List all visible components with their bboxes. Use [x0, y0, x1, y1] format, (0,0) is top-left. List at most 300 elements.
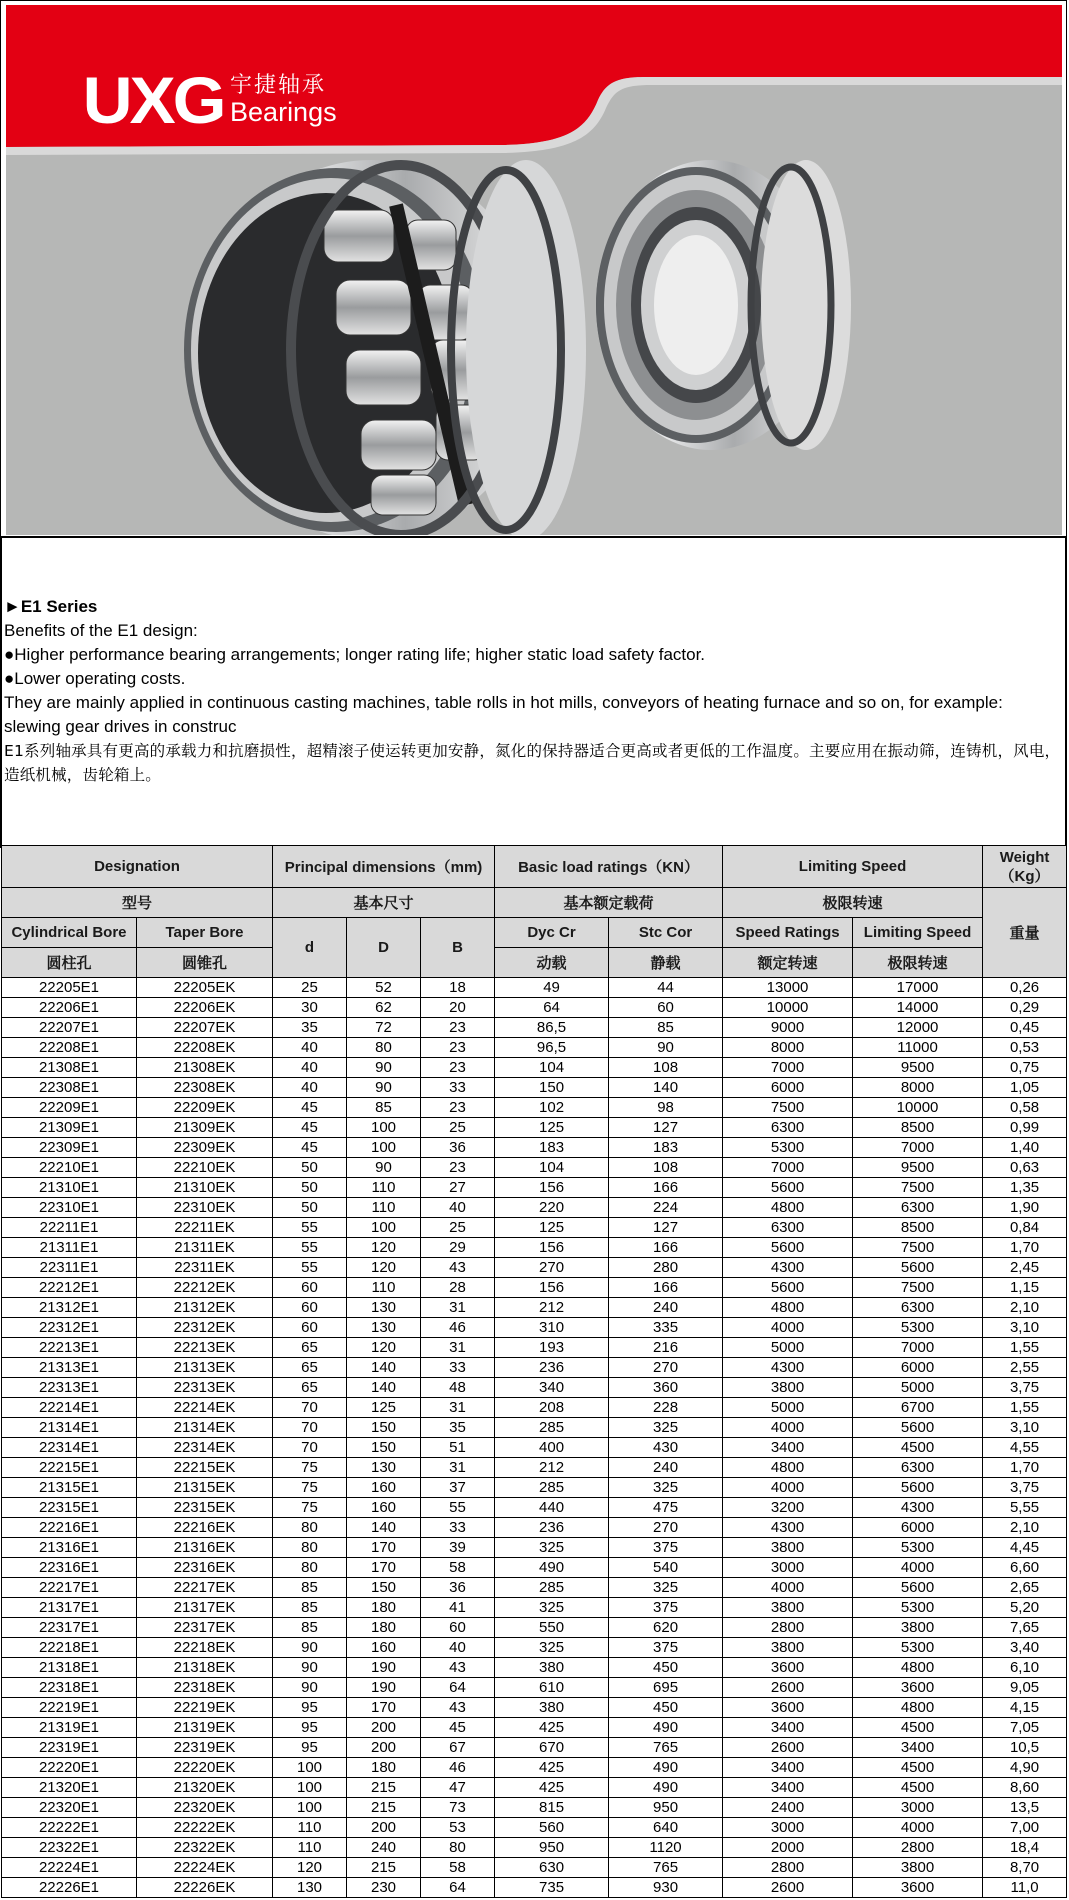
cell-dynamic-load: 208	[495, 1398, 609, 1418]
table-row	[2, 1178, 1067, 1198]
table-row	[2, 1238, 1067, 1258]
table-body	[2, 978, 1067, 1898]
logo-mark: UXG	[82, 63, 224, 137]
cell-static-load: 695	[609, 1678, 723, 1698]
cell-D: 110	[347, 1198, 421, 1218]
cell-static-load: 490	[609, 1778, 723, 1798]
cell-B: 31	[421, 1298, 495, 1318]
table-row	[2, 1198, 1067, 1218]
cell-taper-bore: 22316EK	[137, 1558, 273, 1578]
cell-speed-rating: 3400	[723, 1438, 853, 1458]
cell-speed-rating: 2800	[723, 1858, 853, 1878]
cell-d: 90	[273, 1678, 347, 1698]
cell-d: 100	[273, 1778, 347, 1798]
cell-limiting-speed: 5600	[853, 1578, 983, 1598]
cell-speed-rating: 6300	[723, 1218, 853, 1238]
cell-speed-rating: 2600	[723, 1878, 853, 1898]
table-row	[2, 1318, 1067, 1338]
cell-speed-rating: 4300	[723, 1358, 853, 1378]
header-taper-bore-cn: 圆锥孔	[137, 948, 273, 978]
cell-dynamic-load: 285	[495, 1478, 609, 1498]
cell-dynamic-load: 125	[495, 1218, 609, 1238]
cell-d: 120	[273, 1858, 347, 1878]
cell-speed-rating: 4000	[723, 1418, 853, 1438]
table-row	[2, 1538, 1067, 1558]
cell-limiting-speed: 8500	[853, 1218, 983, 1238]
cell-limiting-speed: 5600	[853, 1258, 983, 1278]
cell-static-load: 166	[609, 1178, 723, 1198]
cell-limiting-speed: 7500	[853, 1278, 983, 1298]
cell-B: 48	[421, 1378, 495, 1398]
cell-d: 95	[273, 1698, 347, 1718]
cell-taper-bore: 21313EK	[137, 1358, 273, 1378]
cell-limiting-speed: 5300	[853, 1638, 983, 1658]
cell-limiting-speed: 5600	[853, 1478, 983, 1498]
header-load-ratings-cn: 基本额定载荷	[495, 888, 723, 918]
cell-cylindrical-bore: 22315E1	[2, 1498, 137, 1518]
cell-limiting-speed: 9500	[853, 1058, 983, 1078]
cell-dynamic-load: 156	[495, 1238, 609, 1258]
header-B: B	[421, 918, 495, 978]
cell-static-load: 44	[609, 978, 723, 998]
table-row	[2, 1458, 1067, 1478]
cell-limiting-speed: 8500	[853, 1118, 983, 1138]
cell-d: 45	[273, 1138, 347, 1158]
benefit-item: ●Lower operating costs.	[4, 669, 186, 688]
cell-d: 75	[273, 1498, 347, 1518]
cell-dynamic-load: 96,5	[495, 1038, 609, 1058]
cell-taper-bore: 22311EK	[137, 1258, 273, 1278]
table-row	[2, 1358, 1067, 1378]
cell-limiting-speed: 5300	[853, 1538, 983, 1558]
cell-D: 62	[347, 998, 421, 1018]
header-taper-bore: Taper Bore	[137, 918, 273, 948]
cell-d: 40	[273, 1038, 347, 1058]
cell-D: 120	[347, 1258, 421, 1278]
cell-B: 18	[421, 978, 495, 998]
cell-cylindrical-bore: 21314E1	[2, 1418, 137, 1438]
table-row	[2, 1818, 1067, 1838]
cell-B: 39	[421, 1538, 495, 1558]
cell-B: 41	[421, 1598, 495, 1618]
cell-B: 25	[421, 1218, 495, 1238]
cell-limiting-speed: 3800	[853, 1618, 983, 1638]
cell-static-load: 108	[609, 1158, 723, 1178]
cell-cylindrical-bore: 21313E1	[2, 1358, 137, 1378]
cell-dynamic-load: 236	[495, 1518, 609, 1538]
cell-cylindrical-bore: 22320E1	[2, 1798, 137, 1818]
cell-cylindrical-bore: 22215E1	[2, 1458, 137, 1478]
cell-dynamic-load: 610	[495, 1678, 609, 1698]
cell-cylindrical-bore: 22222E1	[2, 1818, 137, 1838]
cell-limiting-speed: 7500	[853, 1238, 983, 1258]
cell-weight: 1,05	[983, 1078, 1067, 1098]
cell-d: 65	[273, 1358, 347, 1378]
cell-static-load: 540	[609, 1558, 723, 1578]
cell-limiting-speed: 10000	[853, 1098, 983, 1118]
cell-dynamic-load: 156	[495, 1178, 609, 1198]
cell-dynamic-load: 64	[495, 998, 609, 1018]
cell-static-load: 450	[609, 1658, 723, 1678]
cell-cylindrical-bore: 22311E1	[2, 1258, 137, 1278]
table-row	[2, 1418, 1067, 1438]
series-description	[4, 595, 1064, 787]
cell-taper-bore: 22218EK	[137, 1638, 273, 1658]
cell-cylindrical-bore: 22216E1	[2, 1518, 137, 1538]
cell-d: 60	[273, 1318, 347, 1338]
cell-weight: 1,35	[983, 1178, 1067, 1198]
cell-taper-bore: 21317EK	[137, 1598, 273, 1618]
cell-limiting-speed: 12000	[853, 1018, 983, 1038]
cell-D: 170	[347, 1558, 421, 1578]
cell-B: 64	[421, 1678, 495, 1698]
cell-limiting-speed: 5300	[853, 1598, 983, 1618]
large-bearing	[184, 160, 586, 535]
cell-static-load: 240	[609, 1458, 723, 1478]
cell-cylindrical-bore: 21315E1	[2, 1478, 137, 1498]
cell-D: 100	[347, 1138, 421, 1158]
cell-taper-bore: 22314EK	[137, 1438, 273, 1458]
cell-static-load: 127	[609, 1118, 723, 1138]
cell-static-load: 166	[609, 1278, 723, 1298]
cell-cylindrical-bore: 21310E1	[2, 1178, 137, 1198]
cell-cylindrical-bore: 21311E1	[2, 1238, 137, 1258]
cell-cylindrical-bore: 22206E1	[2, 998, 137, 1018]
cell-weight: 10,5	[983, 1738, 1067, 1758]
cell-static-load: 325	[609, 1578, 723, 1598]
cell-D: 230	[347, 1878, 421, 1898]
cell-speed-rating: 3600	[723, 1658, 853, 1678]
table-row	[2, 1018, 1067, 1038]
table-row	[2, 1798, 1067, 1818]
cell-D: 110	[347, 1278, 421, 1298]
cell-speed-rating: 3800	[723, 1538, 853, 1558]
cell-cylindrical-bore: 21319E1	[2, 1718, 137, 1738]
cell-static-load: 640	[609, 1818, 723, 1838]
cell-taper-bore: 22319EK	[137, 1738, 273, 1758]
cell-static-load: 240	[609, 1298, 723, 1318]
cell-limiting-speed: 6000	[853, 1358, 983, 1378]
cell-dynamic-load: 630	[495, 1858, 609, 1878]
cell-d: 130	[273, 1878, 347, 1898]
cell-cylindrical-bore: 22210E1	[2, 1158, 137, 1178]
cell-dynamic-load: 950	[495, 1838, 609, 1858]
cell-taper-bore: 22310EK	[137, 1198, 273, 1218]
cell-limiting-speed: 6700	[853, 1398, 983, 1418]
cell-d: 95	[273, 1738, 347, 1758]
table-row	[2, 1558, 1067, 1578]
header-limiting-speed-sub-cn: 极限转速	[853, 948, 983, 978]
cell-d: 90	[273, 1658, 347, 1678]
cell-limiting-speed: 5000	[853, 1378, 983, 1398]
cell-taper-bore: 22205EK	[137, 978, 273, 998]
header-limiting-speed: Limiting Speed	[723, 846, 983, 888]
cell-limiting-speed: 3000	[853, 1798, 983, 1818]
cell-speed-rating: 2800	[723, 1618, 853, 1638]
cell-cylindrical-bore: 22208E1	[2, 1038, 137, 1058]
cell-speed-rating: 3400	[723, 1718, 853, 1738]
cell-static-load: 108	[609, 1058, 723, 1078]
cell-B: 23	[421, 1098, 495, 1118]
cell-static-load: 216	[609, 1338, 723, 1358]
cell-speed-rating: 2000	[723, 1838, 853, 1858]
cell-d: 65	[273, 1378, 347, 1398]
cell-speed-rating: 8000	[723, 1038, 853, 1058]
cell-speed-rating: 9000	[723, 1018, 853, 1038]
cell-dynamic-load: 380	[495, 1698, 609, 1718]
cell-weight: 7,05	[983, 1718, 1067, 1738]
cell-dynamic-load: 49	[495, 978, 609, 998]
cell-static-load: 490	[609, 1758, 723, 1778]
cell-D: 170	[347, 1538, 421, 1558]
cell-static-load: 950	[609, 1798, 723, 1818]
cell-d: 45	[273, 1098, 347, 1118]
cell-dynamic-load: 193	[495, 1338, 609, 1358]
cell-D: 240	[347, 1838, 421, 1858]
table-row	[2, 1878, 1067, 1898]
cell-weight: 0,63	[983, 1158, 1067, 1178]
cell-dynamic-load: 150	[495, 1078, 609, 1098]
cell-weight: 3,10	[983, 1318, 1067, 1338]
cell-speed-rating: 3800	[723, 1598, 853, 1618]
cell-limiting-speed: 8000	[853, 1078, 983, 1098]
header-load-ratings: Basic load ratings（KN）	[495, 846, 723, 888]
cell-D: 72	[347, 1018, 421, 1038]
cell-dynamic-load: 212	[495, 1298, 609, 1318]
cell-taper-bore: 22220EK	[137, 1758, 273, 1778]
cell-D: 140	[347, 1378, 421, 1398]
cell-speed-rating: 10000	[723, 998, 853, 1018]
cell-cylindrical-bore: 21318E1	[2, 1658, 137, 1678]
cell-d: 45	[273, 1118, 347, 1138]
cell-dynamic-load: 380	[495, 1658, 609, 1678]
cell-dynamic-load: 104	[495, 1158, 609, 1178]
cell-weight: 11,0	[983, 1878, 1067, 1898]
cell-dynamic-load: 400	[495, 1438, 609, 1458]
cell-speed-rating: 4800	[723, 1198, 853, 1218]
cell-d: 80	[273, 1538, 347, 1558]
cell-taper-bore: 22207EK	[137, 1018, 273, 1038]
cell-cylindrical-bore: 22218E1	[2, 1638, 137, 1658]
cell-d: 40	[273, 1058, 347, 1078]
cell-taper-bore: 22208EK	[137, 1038, 273, 1058]
cell-dynamic-load: 550	[495, 1618, 609, 1638]
cell-B: 25	[421, 1118, 495, 1138]
cell-weight: 3,40	[983, 1638, 1067, 1658]
cell-weight: 0,45	[983, 1018, 1067, 1038]
header-speed-ratings-cn: 额定转速	[723, 948, 853, 978]
cell-static-load: 930	[609, 1878, 723, 1898]
cell-B: 60	[421, 1618, 495, 1638]
cell-B: 67	[421, 1738, 495, 1758]
cell-B: 43	[421, 1258, 495, 1278]
cell-cylindrical-bore: 22319E1	[2, 1738, 137, 1758]
cell-D: 160	[347, 1498, 421, 1518]
cell-taper-bore: 21310EK	[137, 1178, 273, 1198]
applications-text: They are mainly applied in continuous casting machines, table rolls in hot mills, conveyors of heating furnace and so on, for example: slewing gear drives in construc	[4, 693, 1003, 736]
cell-d: 85	[273, 1598, 347, 1618]
cell-B: 23	[421, 1158, 495, 1178]
cell-static-load: 450	[609, 1698, 723, 1718]
table-row	[2, 1578, 1067, 1598]
cell-limiting-speed: 4300	[853, 1498, 983, 1518]
cell-d: 90	[273, 1638, 347, 1658]
cell-dynamic-load: 735	[495, 1878, 609, 1898]
cell-weight: 1,90	[983, 1198, 1067, 1218]
cell-speed-rating: 4300	[723, 1258, 853, 1278]
cell-taper-bore: 21320EK	[137, 1778, 273, 1798]
cell-cylindrical-bore: 22318E1	[2, 1678, 137, 1698]
cell-D: 110	[347, 1178, 421, 1198]
cell-limiting-speed: 4000	[853, 1818, 983, 1838]
cell-d: 75	[273, 1478, 347, 1498]
cell-speed-rating: 4000	[723, 1478, 853, 1498]
cell-cylindrical-bore: 21317E1	[2, 1598, 137, 1618]
cell-B: 58	[421, 1558, 495, 1578]
cell-taper-bore: 22308EK	[137, 1078, 273, 1098]
cell-D: 200	[347, 1738, 421, 1758]
header-designation-cn: 型号	[2, 888, 273, 918]
table-row	[2, 1398, 1067, 1418]
series-title: ►E1 Series	[4, 597, 98, 616]
cell-cylindrical-bore: 21309E1	[2, 1118, 137, 1138]
cell-limiting-speed: 2800	[853, 1838, 983, 1858]
cell-dynamic-load: 670	[495, 1738, 609, 1758]
cell-D: 100	[347, 1118, 421, 1138]
cell-speed-rating: 2600	[723, 1678, 853, 1698]
cell-limiting-speed: 7000	[853, 1338, 983, 1358]
cell-d: 70	[273, 1398, 347, 1418]
table-row	[2, 1278, 1067, 1298]
bearing-illustration	[6, 5, 1062, 535]
cell-dynamic-load: 425	[495, 1778, 609, 1798]
cell-taper-bore: 21319EK	[137, 1718, 273, 1738]
cell-d: 55	[273, 1238, 347, 1258]
cell-D: 180	[347, 1598, 421, 1618]
cell-B: 23	[421, 1018, 495, 1038]
cell-B: 43	[421, 1698, 495, 1718]
cell-weight: 2,10	[983, 1518, 1067, 1538]
cell-weight: 6,60	[983, 1558, 1067, 1578]
cell-dynamic-load: 183	[495, 1138, 609, 1158]
cell-dynamic-load: 285	[495, 1418, 609, 1438]
cell-weight: 0,29	[983, 998, 1067, 1018]
cell-D: 200	[347, 1718, 421, 1738]
header-cylindrical-bore: Cylindrical Bore	[2, 918, 137, 948]
cell-cylindrical-bore: 22313E1	[2, 1378, 137, 1398]
table-row	[2, 1518, 1067, 1538]
cell-speed-rating: 5600	[723, 1178, 853, 1198]
cell-d: 60	[273, 1278, 347, 1298]
cell-weight: 2,55	[983, 1358, 1067, 1378]
cell-taper-bore: 22312EK	[137, 1318, 273, 1338]
cell-speed-rating: 3200	[723, 1498, 853, 1518]
cell-taper-bore: 22219EK	[137, 1698, 273, 1718]
table-row	[2, 1298, 1067, 1318]
cell-speed-rating: 7000	[723, 1158, 853, 1178]
cell-D: 180	[347, 1618, 421, 1638]
cell-speed-rating: 3400	[723, 1778, 853, 1798]
cell-taper-bore: 22320EK	[137, 1798, 273, 1818]
cell-D: 90	[347, 1058, 421, 1078]
cell-D: 215	[347, 1798, 421, 1818]
cell-d: 70	[273, 1418, 347, 1438]
table-row	[2, 1038, 1067, 1058]
cell-B: 36	[421, 1138, 495, 1158]
cell-d: 30	[273, 998, 347, 1018]
cell-static-load: 280	[609, 1258, 723, 1278]
cell-limiting-speed: 17000	[853, 978, 983, 998]
cell-static-load: 375	[609, 1598, 723, 1618]
table-row	[2, 1478, 1067, 1498]
cell-cylindrical-bore: 22316E1	[2, 1558, 137, 1578]
cell-B: 29	[421, 1238, 495, 1258]
cell-B: 23	[421, 1058, 495, 1078]
cell-speed-rating: 7000	[723, 1058, 853, 1078]
cell-B: 47	[421, 1778, 495, 1798]
cell-dynamic-load: 310	[495, 1318, 609, 1338]
cell-taper-bore: 21312EK	[137, 1298, 273, 1318]
cell-weight: 1,70	[983, 1238, 1067, 1258]
cell-dynamic-load: 425	[495, 1758, 609, 1778]
cell-speed-rating: 5600	[723, 1238, 853, 1258]
cell-d: 80	[273, 1518, 347, 1538]
table-row	[2, 1838, 1067, 1858]
cell-limiting-speed: 3600	[853, 1678, 983, 1698]
cell-dynamic-load: 104	[495, 1058, 609, 1078]
cell-weight: 0,99	[983, 1118, 1067, 1138]
cell-dynamic-load: 815	[495, 1798, 609, 1818]
cell-B: 36	[421, 1578, 495, 1598]
cell-dynamic-load: 560	[495, 1818, 609, 1838]
table-row	[2, 1218, 1067, 1238]
banner-image	[6, 5, 1062, 535]
cell-weight: 8,70	[983, 1858, 1067, 1878]
cell-limiting-speed: 3400	[853, 1738, 983, 1758]
header-designation: Designation	[2, 846, 273, 888]
header-dynamic-load-cn: 动载	[495, 948, 609, 978]
cell-d: 75	[273, 1458, 347, 1478]
cell-D: 140	[347, 1518, 421, 1538]
cell-limiting-speed: 6300	[853, 1298, 983, 1318]
cell-speed-rating: 2600	[723, 1738, 853, 1758]
cell-B: 64	[421, 1878, 495, 1898]
cell-weight: 5,55	[983, 1498, 1067, 1518]
cell-D: 190	[347, 1658, 421, 1678]
cell-limiting-speed: 6300	[853, 1458, 983, 1478]
cell-static-load: 430	[609, 1438, 723, 1458]
cell-d: 85	[273, 1578, 347, 1598]
cell-speed-rating: 6000	[723, 1078, 853, 1098]
header-limiting-speed-sub: Limiting Speed	[853, 918, 983, 948]
cell-D: 215	[347, 1778, 421, 1798]
cell-D: 130	[347, 1458, 421, 1478]
table-row	[2, 1378, 1067, 1398]
cell-limiting-speed: 9500	[853, 1158, 983, 1178]
cell-D: 120	[347, 1338, 421, 1358]
cell-static-load: 765	[609, 1858, 723, 1878]
cell-weight: 6,10	[983, 1658, 1067, 1678]
table-row	[2, 998, 1067, 1018]
cell-limiting-speed: 11000	[853, 1038, 983, 1058]
table-row	[2, 1598, 1067, 1618]
cell-B: 53	[421, 1818, 495, 1838]
cell-dynamic-load: 156	[495, 1278, 609, 1298]
cell-dynamic-load: 325	[495, 1598, 609, 1618]
cell-weight: 18,4	[983, 1838, 1067, 1858]
cell-dynamic-load: 102	[495, 1098, 609, 1118]
cell-speed-rating: 4000	[723, 1318, 853, 1338]
